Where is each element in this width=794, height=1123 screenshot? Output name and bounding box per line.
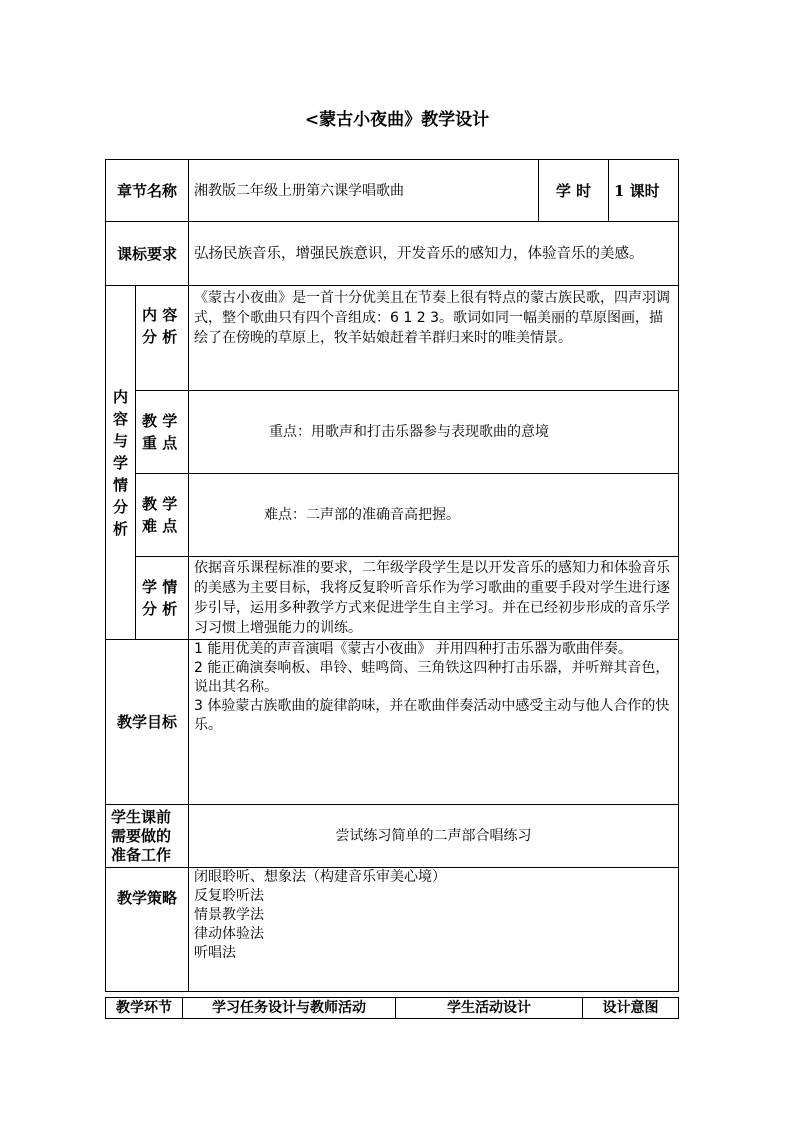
lesson-plan-table [105, 159, 679, 992]
content-analysis-row [106, 286, 679, 391]
strategies-label: 教学策略 [106, 868, 189, 992]
standards-row [106, 222, 679, 286]
learner-analysis-value: 依据音乐课程标准的要求，二年级学段学生是以开发音乐的感知力和体验音乐的美感为主要目标，我将反复聆听音乐作为学习歌曲的重要手段对学生进行逐步引导，运用多种教学方式来促进学生自主学习。并在已经初步形成的音乐学习习惯上增强能力的训练。 [189, 557, 679, 640]
objectives-list [189, 640, 679, 805]
chapter-label: 章节名称 [106, 160, 189, 222]
standards-value: 弘扬民族音乐，增强民族意识，开发音乐的感知力，体验音乐的美感。 [189, 222, 679, 286]
content-analysis-label: 内 容 分 析 [136, 286, 189, 391]
learner-analysis-row [106, 557, 679, 640]
header-student-activity: 学生活动设计 [396, 998, 583, 1019]
difficulties-row [106, 474, 679, 557]
analysis-group-label: 内 容 与 学 情 分 析 [106, 286, 136, 640]
strategy-item: 闭眼聆听、想象法（构建音乐审美心境） [194, 869, 447, 885]
objective-item: 2 能正确演奏响板、串铃、蛙鸣筒、三角铁这四种打击乐器，并听辩其音色，说出其名称。 [194, 660, 670, 695]
teaching-process-header [105, 997, 679, 1019]
strategy-item: 听唱法 [194, 945, 237, 961]
preparation-label: 学生课前 需要做的 准备工作 [106, 805, 189, 868]
content-analysis-value: 《蒙古小夜曲》是一首十分优美且在节奏上很有特点的蒙古族民歌，四声羽调式，整个歌曲只有四个音组成：6 1 2 3。歌词如同一幅美丽的草原图画，描绘了在傍晚的草原上，牧羊姑娘赶着羊群归来时的唯美情景。 [189, 286, 679, 391]
preparation-row [106, 805, 679, 868]
strategies-list [189, 868, 679, 992]
objectives-row [106, 640, 679, 805]
objective-item: 1 能用优美的声音演唱《蒙古小夜曲》 并用四种打击乐器为歌曲伴奏。 [194, 641, 632, 657]
objectives-label: 教学目标 [106, 640, 189, 805]
header-teaching-stage: 教学环节 [106, 998, 183, 1019]
objective-item: 3 体验蒙古族歌曲的旋律韵味，并在歌曲伴奏活动中感受主动与他人合作的快乐。 [194, 698, 670, 733]
learner-analysis-label: 学 情 分 析 [136, 557, 189, 640]
chapter-row [106, 160, 679, 222]
key-points-value: 重点：用歌声和打击乐器参与表现歌曲的意境 [189, 391, 679, 474]
strategy-item: 反复聆听法 [194, 888, 265, 904]
strategy-item: 律动体验法 [194, 926, 265, 942]
page-title: <蒙古小夜曲》教学设计 [304, 110, 490, 130]
standards-label: 课标要求 [106, 222, 189, 286]
strategies-row [106, 868, 679, 992]
key-points-row [106, 391, 679, 474]
header-task-design: 学习任务设计与教师活动 [183, 998, 396, 1019]
hours-label: 学 时 [539, 160, 609, 222]
key-points-label: 教 学 重 点 [136, 391, 189, 474]
header-design-intent: 设计意图 [583, 998, 679, 1019]
strategy-item: 情景教学法 [194, 907, 265, 923]
difficulties-label: 教 学 难 点 [136, 474, 189, 557]
difficulties-value: 难点：二声部的准确音高把握。 [189, 474, 679, 557]
table-row [106, 998, 679, 1019]
hours-value: 1 课时 [609, 160, 679, 222]
preparation-value: 尝试练习简单的二声部合唱练习 [189, 805, 679, 868]
chapter-value: 湘教版二年级上册第六课学唱歌曲 [189, 160, 539, 222]
